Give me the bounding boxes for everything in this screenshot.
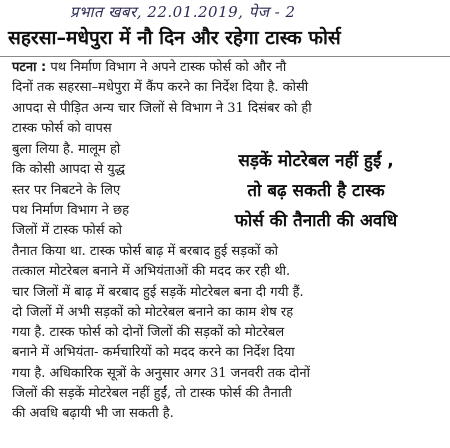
- subhead-line: सड़कें मोटरेबल नहीं हुईं ,: [238, 151, 394, 171]
- text-line: जिलों में टास्क फोर्स को: [12, 223, 122, 239]
- headline-divider: [0, 56, 450, 57]
- text-line: स्तर पर निबटने के लिए: [12, 182, 121, 198]
- bottom-paragraph: [12, 242, 438, 425]
- handwritten-source-note: प्रभात खबर, 22.01.2019, पेज - 2: [70, 3, 296, 21]
- subhead-line: फोर्स की तैनाती की अवधि: [234, 211, 398, 231]
- text-line: दिनों तक सहरसा–मधेपुरा में कैंप करने का निर्देश दिया है. कोसी: [12, 80, 309, 96]
- text-line: गया है. अधिकारिक सूत्रों के अनुसार अगर 31 जनवरी तक दोनों: [12, 365, 310, 381]
- text-line: बुला लिया है. मालूम हो: [12, 142, 121, 157]
- text-line: दो जिलों में अभी सड़कों को मोटरेबल बनाने का काम शेष रह: [12, 304, 294, 320]
- text-line: चार जिलों में बाढ़ में बरबाद हुई सड़कें मोटरेबल बना दी गयी हैं.: [12, 284, 304, 300]
- top-paragraph: [12, 58, 438, 139]
- text-line-1: [12, 58, 438, 78]
- text-line: कि कोसी आपदा से युद्ध: [12, 162, 126, 178]
- text-line: आपदा से पीड़ित अन्य चार जिलों से विभाग ने 31 दिसंबर को ही: [12, 100, 312, 116]
- subhead-line: तो बढ़ सकती है टास्क: [247, 181, 385, 201]
- text-line: तत्काल मोटरेबल बनाने में अभियंताओं की मदद कर रही थी.: [12, 264, 291, 280]
- text-line-1-rest: पथ निर्माण विभाग ने अपने टास्क फोर्स को और नौ: [46, 60, 287, 75]
- text-line: जिलों की सड़कें मोटरेबल नहीं हुईं, तो टास्क फोर्स की तैनाती: [12, 386, 292, 402]
- text-line: तैनात किया था. टास्क फोर्स बाढ़ में बरबाद हुई सड़कों को: [12, 244, 278, 259]
- text-line: टास्क फोर्स को वापस: [12, 120, 112, 136]
- headline: सहरसा–मधेपुरा में नौ दिन और रहेगा टास्क फोर्स: [8, 27, 341, 49]
- left-column-text: [12, 140, 184, 241]
- text-line: पथ निर्माण विभाग ने छह: [12, 202, 129, 218]
- text-line: गया है. टास्क फोर्स को दोनों जिलों की सड़कों को मोटरेबल: [12, 325, 285, 341]
- text-line: बनाने में अभियंता- कर्मचारियों को मदद करने का निर्देश दिया: [12, 345, 295, 361]
- dateline: पटना :: [12, 60, 47, 75]
- pull-quote-subheading: [196, 146, 436, 236]
- text-line: की अवधि बढ़ायी भी जा सकती है.: [12, 406, 174, 422]
